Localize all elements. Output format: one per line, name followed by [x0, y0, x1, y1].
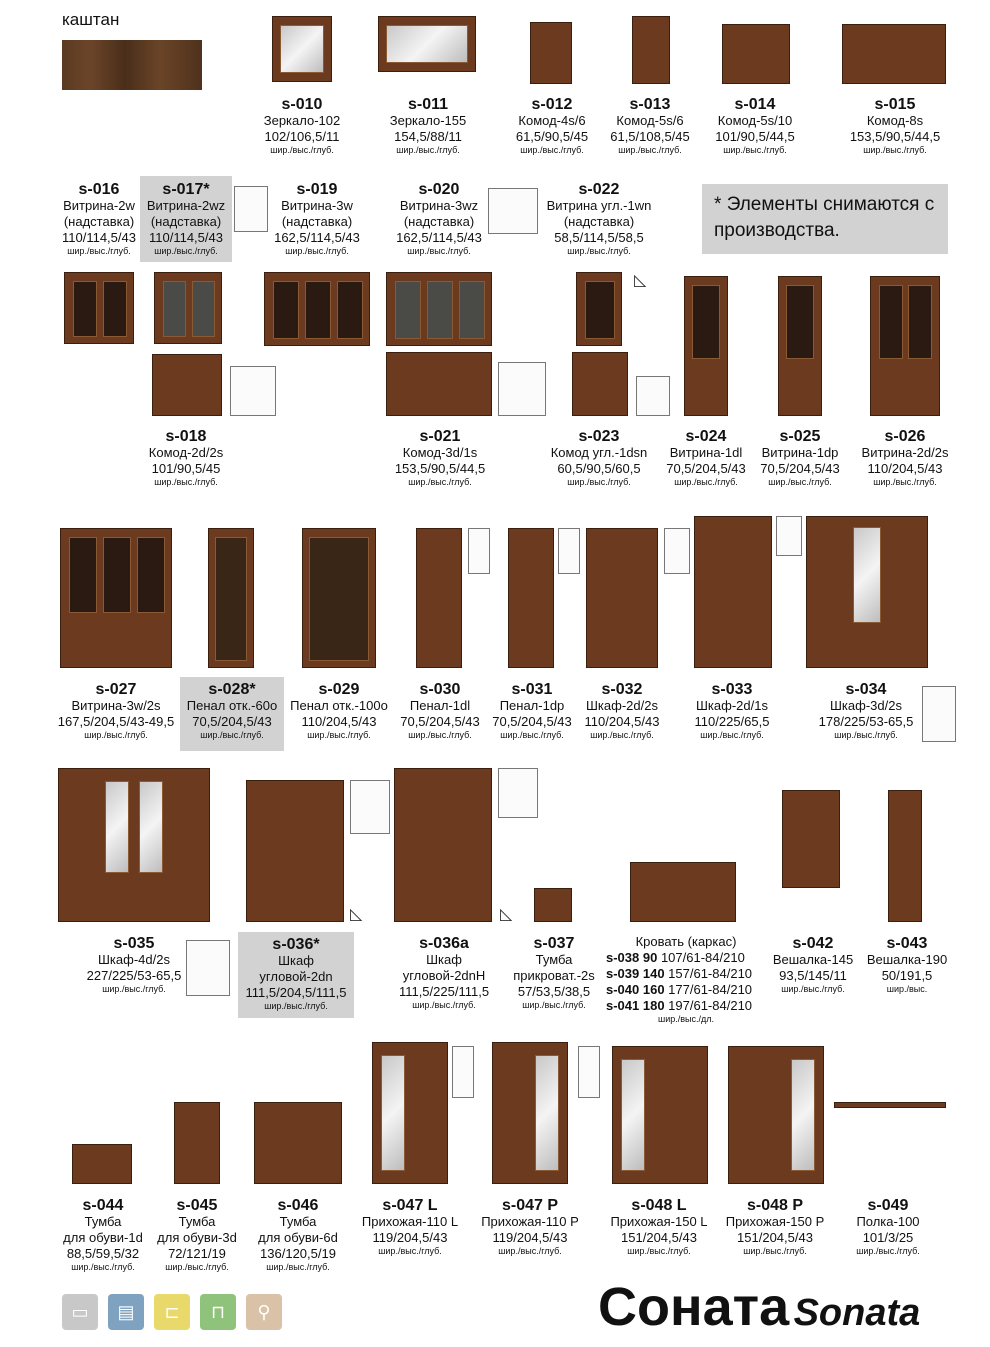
item-unit: шир./выс./глуб.	[154, 477, 218, 487]
bed-block	[606, 934, 766, 1025]
s023-image	[572, 352, 628, 416]
bed-code: s-041 180	[606, 998, 665, 1013]
item-s022	[540, 182, 658, 257]
s027-image	[60, 528, 172, 668]
item-name: Комод-8s	[866, 113, 924, 128]
item-s036a	[388, 936, 500, 1011]
s036-sketch	[350, 780, 390, 834]
item-dims: 153,5/90,5/44,5	[394, 461, 486, 476]
item-code: s-016	[78, 181, 120, 198]
item-dims: 162,5/114,5/43	[396, 230, 482, 245]
item-code: s-024	[685, 428, 727, 445]
item-unit: шир./выс./глуб.	[498, 1246, 562, 1256]
s022-image	[576, 272, 622, 346]
item-unit: шир./выс./глуб.	[500, 730, 564, 740]
item-code: s-029	[318, 681, 360, 698]
item-s047P	[474, 1198, 586, 1257]
item-s025	[754, 429, 846, 488]
item-s042	[764, 936, 862, 995]
item-unit: шир./выс./глуб.	[266, 1262, 330, 1272]
item-unit: шир./выс./глуб.	[781, 984, 845, 994]
item-name: Комод-3d/1s	[402, 445, 478, 460]
item-code: s-026	[884, 428, 926, 445]
item-code: s-042	[792, 935, 834, 952]
item-dims: 110/204,5/43	[867, 461, 943, 476]
item-code: s-018	[165, 428, 207, 445]
item-name: Пенал-1dl	[409, 698, 471, 713]
item-s024	[660, 429, 752, 488]
item-s036	[238, 932, 354, 1018]
item-s014	[700, 97, 810, 156]
s032-image	[586, 528, 658, 668]
item-dims: 119/204,5/43	[492, 1230, 568, 1245]
item-code: s-021	[419, 428, 461, 445]
item-name: Шкаф-4d/2s	[98, 952, 170, 967]
item-name: Витрина-2d/2s	[861, 445, 949, 460]
item-s011	[376, 97, 480, 156]
item-s028	[180, 677, 284, 751]
chest-8s-image	[842, 24, 946, 84]
item-s029	[286, 682, 392, 741]
s047P-sketch	[578, 1046, 600, 1098]
bed-row	[606, 966, 766, 982]
item-unit: шир./выс./глуб.	[856, 1246, 920, 1256]
item-s045	[150, 1198, 244, 1273]
item-code: s-027	[95, 681, 137, 698]
s045-image	[174, 1102, 220, 1184]
mirror-102-image	[272, 16, 332, 82]
item-code: s-035	[113, 935, 155, 952]
item-unit: шир./выс./глуб.	[627, 1246, 691, 1256]
bed-row	[606, 950, 766, 966]
item-s021	[384, 429, 496, 488]
item-code: s-045	[176, 1197, 218, 1214]
s032-sketch	[664, 528, 690, 574]
s034-image	[806, 516, 928, 668]
item-dims: 72/121/19	[168, 1246, 226, 1261]
s030-sketch	[468, 528, 490, 574]
item-s047L	[356, 1198, 464, 1257]
item-unit: шир./выс.	[886, 984, 928, 994]
s034-sketch	[922, 686, 956, 742]
item-code: s-015	[874, 96, 916, 113]
item-name: Витрина-1dp	[761, 445, 839, 460]
item-name: Полка-100	[856, 1214, 920, 1229]
item-name: Витрина-3wz	[399, 198, 479, 213]
item-dims: 153,5/90,5/44,5	[849, 129, 941, 144]
s026-image	[870, 276, 940, 416]
s031-image	[508, 528, 554, 668]
item-s020	[386, 182, 492, 257]
item-code: s-031	[511, 681, 553, 698]
item-code: s-010	[281, 96, 323, 113]
item-s015	[838, 97, 952, 156]
item-dims: 60,5/90,5/60,5	[557, 461, 641, 476]
item-name: Зеркало-155	[389, 113, 467, 128]
item-unit: шир./выс./глуб.	[71, 1262, 135, 1272]
item-dims: 101/3/25	[862, 1230, 914, 1245]
item-unit: шир./выс./глуб.	[165, 1262, 229, 1272]
bed-dims: 107/61-84/210	[657, 950, 745, 965]
s036-image	[246, 780, 344, 922]
item-sub: угловой-2dnH	[402, 968, 486, 983]
item-dims: 57/53,5/38,5	[517, 984, 591, 999]
item-code: s-025	[779, 428, 821, 445]
chest-5s10-image	[722, 24, 790, 84]
dining-icon: ⊓	[200, 1294, 236, 1330]
item-dims: 70,5/204,5/43	[760, 461, 840, 476]
s029-image	[302, 528, 376, 668]
item-s032	[578, 682, 666, 741]
s023-sketch	[636, 376, 670, 416]
item-sub: для обуви-3d	[157, 1230, 237, 1245]
bed-row	[606, 982, 766, 998]
bed-image	[630, 862, 736, 922]
s031-sketch	[558, 528, 580, 574]
bed-code: s-040 160	[606, 982, 665, 997]
brand	[598, 1276, 920, 1338]
item-unit: шир./выс./глуб.	[307, 730, 371, 740]
item-dims: 70,5/204,5/43	[492, 714, 572, 729]
item-code: s-028*	[208, 681, 256, 698]
s020-image	[386, 272, 492, 346]
item-dims: 101/90,5/44,5	[715, 129, 795, 144]
bed-code: s-039 140	[606, 966, 665, 981]
item-dims: 61,5/108,5/45	[610, 129, 690, 144]
item-unit: шир./выс./глуб.	[67, 246, 131, 256]
item-dims: 110/225/65,5	[694, 714, 770, 729]
item-code: s-033	[711, 681, 753, 698]
office-icon: ▭	[62, 1294, 98, 1330]
item-unit: шир./выс./глуб.	[412, 1000, 476, 1010]
item-s026	[848, 429, 962, 488]
item-dims: 151/204,5/43	[737, 1230, 813, 1245]
item-name: Шкаф-2d/1s	[696, 698, 768, 713]
item-unit: шир./выс./глуб.	[84, 730, 148, 740]
item-dims: 70,5/204,5/43	[192, 714, 272, 729]
item-dims: 93,5/145/11	[779, 968, 847, 983]
item-name: Прихожая-110 L	[361, 1214, 459, 1229]
item-unit: шир./выс./глуб.	[674, 477, 738, 487]
item-s049	[840, 1198, 936, 1257]
item-unit: шир./выс./глуб.	[834, 730, 898, 740]
living-room-icon: ▤	[108, 1294, 144, 1330]
item-s019	[264, 182, 370, 257]
item-s017	[140, 176, 232, 262]
item-s033	[684, 682, 780, 741]
s044-image	[72, 1144, 132, 1184]
s043-image	[888, 790, 922, 922]
corner-icon: ◺	[500, 906, 513, 923]
corner-icon: ◺	[350, 906, 363, 923]
chest-5s6-image	[632, 16, 670, 84]
item-s035	[78, 936, 190, 995]
item-name: Прихожая-110 P	[481, 1214, 579, 1229]
item-code: s-049	[867, 1197, 909, 1214]
item-s023	[544, 429, 654, 488]
s046-image	[254, 1102, 342, 1184]
item-unit: шир./выс./глуб.	[723, 145, 787, 155]
item-name: Шкаф	[426, 952, 462, 967]
item-s046	[250, 1198, 346, 1273]
s033-image	[694, 516, 772, 668]
item-code: s-012	[531, 96, 573, 113]
item-unit: шир./выс./глуб.	[408, 730, 472, 740]
item-code: s-048 P	[746, 1197, 804, 1214]
item-dims: 70,5/204,5/43	[400, 714, 480, 729]
s020-sketch	[488, 188, 538, 234]
color-swatch	[62, 40, 202, 90]
item-name: Комод-5s/10	[717, 113, 793, 128]
bed-title: Кровать (каркас)	[635, 934, 737, 949]
item-code: s-047 L	[382, 1197, 438, 1214]
item-unit: шир./выс./глуб.	[618, 145, 682, 155]
item-dims: 88,5/59,5/32	[66, 1246, 140, 1261]
item-code: s-014	[734, 96, 776, 113]
item-s018	[130, 429, 242, 488]
item-code: s-020	[418, 181, 460, 198]
item-code: s-030	[419, 681, 461, 698]
s019-image	[264, 272, 370, 346]
item-sub: для обуви-1d	[63, 1230, 143, 1245]
s047P-image	[492, 1042, 568, 1184]
item-sub: угловой-2dn	[259, 969, 333, 984]
item-unit: шир./выс./глуб.	[743, 1246, 807, 1256]
item-unit: шир./выс./глуб.	[285, 246, 349, 256]
item-name: Шкаф	[278, 953, 314, 968]
item-dims: 227/225/53-65,5	[86, 968, 182, 983]
item-code: s-043	[886, 935, 928, 952]
s036a-image	[394, 768, 492, 922]
item-code: s-017*	[162, 181, 210, 198]
bed-unit: шир./выс./дл.	[657, 1014, 714, 1024]
item-s013	[598, 97, 702, 156]
item-name: Витрина-2wz	[146, 198, 226, 213]
item-unit: шир./выс./глуб.	[567, 477, 631, 487]
s016-image	[64, 272, 134, 344]
item-sub: прикроват.-2s	[513, 968, 595, 983]
bed-row	[606, 998, 766, 1014]
item-code: s-023	[578, 428, 620, 445]
item-dims: 151/204,5/43	[621, 1230, 697, 1245]
item-dims: 162,5/114,5/43	[274, 230, 360, 245]
item-dims: 50/191,5	[881, 968, 933, 983]
item-dims: 167,5/204,5/43-49,5	[57, 714, 175, 729]
item-unit: шир./выс./глуб.	[520, 145, 584, 155]
s047L-sketch	[452, 1046, 474, 1098]
corner-icon: ◺	[634, 272, 647, 289]
item-s030	[394, 682, 486, 741]
item-dims: 70,5/204,5/43	[666, 461, 746, 476]
item-unit: шир./выс./глуб.	[863, 145, 927, 155]
item-name: Прихожая-150 P	[725, 1214, 825, 1229]
item-code: s-047 P	[501, 1197, 559, 1214]
item-unit: шир./выс./глуб.	[407, 246, 471, 256]
item-name: Вешалка-145	[772, 952, 854, 967]
item-name: Витрина-2w	[63, 198, 135, 213]
s021-image	[386, 352, 492, 416]
item-sub: для обуви-6d	[258, 1230, 338, 1245]
item-s010	[250, 97, 354, 156]
item-code: s-046	[277, 1197, 319, 1214]
s017-image	[154, 272, 222, 344]
item-unit: шир./выс./глуб.	[200, 730, 264, 740]
item-dims: 154,5/88/11	[394, 129, 462, 144]
item-sub: (надставка)	[563, 214, 635, 229]
item-code: s-022	[578, 181, 620, 198]
room-icons	[62, 1294, 282, 1330]
item-code: s-032	[601, 681, 643, 698]
hallway-icon: ⚲	[246, 1294, 282, 1330]
item-name: Зеркало-102	[263, 113, 341, 128]
item-name: Комод-5s/6	[616, 113, 684, 128]
item-dims: 102/106,5/11	[264, 129, 340, 144]
item-unit: шир./выс./глуб.	[590, 730, 654, 740]
item-unit: шир./выс./глуб.	[154, 246, 218, 256]
item-sub: (надставка)	[403, 214, 475, 229]
s035-image	[58, 768, 210, 922]
item-code: s-044	[82, 1197, 124, 1214]
item-name: Витрина-3w	[281, 198, 353, 213]
item-unit: шир./выс./глуб.	[522, 1000, 586, 1010]
item-unit: шир./выс./глуб.	[567, 246, 631, 256]
s049-image	[834, 1102, 946, 1108]
item-name: Тумба	[84, 1214, 122, 1229]
item-s044	[56, 1198, 150, 1273]
s042-image	[782, 790, 840, 888]
item-dims: 111,5/225/111,5	[398, 984, 490, 999]
item-unit: шир./выс./глуб.	[102, 984, 166, 994]
item-name: Пенал отк.-60o	[186, 698, 278, 713]
item-dims: 111,5/204,5/111,5	[245, 985, 347, 1000]
s024-image	[684, 276, 728, 416]
notice-star: *	[714, 194, 722, 215]
item-code: s-036a	[419, 935, 469, 952]
brand-ru: Соната	[598, 1277, 790, 1337]
s021-sketch	[498, 362, 546, 416]
item-unit: шир./выс./глуб.	[378, 1246, 442, 1256]
s033-sketch	[776, 516, 802, 556]
item-s027	[50, 682, 182, 741]
notice-text: Элементы снимаются с производства.	[714, 194, 935, 241]
item-s012	[500, 97, 604, 156]
item-s043	[858, 936, 956, 995]
item-s048L	[602, 1198, 716, 1257]
item-name: Прихожая-150 L	[610, 1214, 708, 1229]
item-dims: 119/204,5/43	[372, 1230, 448, 1245]
discontinued-notice	[702, 184, 948, 254]
item-code: s-037	[533, 935, 575, 952]
bed-dims: 197/61-84/210	[664, 998, 753, 1013]
item-name: Тумба	[178, 1214, 216, 1229]
item-s016	[52, 182, 146, 257]
chest-4s6-image	[530, 22, 572, 84]
s036a-sketch	[498, 768, 538, 818]
item-code: s-048 L	[631, 1197, 687, 1214]
s018-image	[152, 354, 222, 416]
item-name: Шкаф-3d/2s	[830, 698, 902, 713]
item-name: Комод угл.-1dsn	[550, 445, 648, 460]
s018-sketch	[230, 366, 276, 416]
item-name: Витрина-1dl	[669, 445, 743, 460]
s035-sketch	[186, 940, 230, 996]
item-sub: (надставка)	[281, 214, 353, 229]
item-name: Пенал-1dp	[499, 698, 565, 713]
brand-en: Sonata	[793, 1292, 921, 1334]
item-unit: шир./выс./глуб.	[768, 477, 832, 487]
bed-dims: 177/61-84/210	[664, 982, 753, 997]
s047L-image	[372, 1042, 448, 1184]
item-dims: 58,5/114,5/58,5	[554, 230, 644, 245]
item-dims: 136/120,5/19	[260, 1246, 336, 1261]
item-code: s-019	[296, 181, 338, 198]
item-name: Комод-2d/2s	[148, 445, 224, 460]
item-dims: 61,5/90,5/45	[515, 129, 589, 144]
item-dims: 110/204,5/43	[301, 714, 377, 729]
swatch-label: каштан	[62, 10, 120, 29]
item-dims: 101/90,5/45	[151, 461, 221, 476]
item-name: Пенал отк.-100o	[290, 698, 388, 713]
item-sub: (надставка)	[150, 214, 222, 229]
item-name: Тумба	[535, 952, 573, 967]
bed-dims: 157/61-84/210	[664, 966, 753, 981]
item-code: s-034	[845, 681, 887, 698]
item-code: s-013	[629, 96, 671, 113]
item-s037	[504, 936, 604, 1011]
s017-sketch	[234, 186, 268, 232]
item-s031	[486, 682, 578, 741]
item-unit: шир./выс./глуб.	[264, 1001, 328, 1011]
item-s048P	[718, 1198, 832, 1257]
item-code: s-011	[407, 96, 449, 113]
s037-image	[534, 888, 572, 922]
item-sub: (надставка)	[63, 214, 135, 229]
item-name: Вешалка-190	[866, 952, 948, 967]
bed-code: s-038 90	[606, 950, 658, 965]
s048L-image	[612, 1046, 708, 1184]
s030-image	[416, 528, 462, 668]
item-code: s-036*	[272, 936, 320, 953]
item-unit: шир./выс./глуб.	[396, 145, 460, 155]
mirror-155-image	[378, 16, 476, 72]
s048P-image	[728, 1046, 824, 1184]
item-name: Витрина угл.-1wn	[546, 198, 652, 213]
item-dims: 110/114,5/43	[62, 230, 136, 245]
item-name: Шкаф-2d/2s	[586, 698, 658, 713]
item-unit: шир./выс./глуб.	[873, 477, 937, 487]
item-name: Тумба	[279, 1214, 317, 1229]
item-dims: 110/204,5/43	[584, 714, 660, 729]
item-unit: шир./выс./глуб.	[270, 145, 334, 155]
item-name: Комод-4s/6	[518, 113, 586, 128]
s028-image	[208, 528, 254, 668]
bedroom-icon: ⊏	[154, 1294, 190, 1330]
item-dims: 178/225/53-65,5	[818, 714, 914, 729]
item-unit: шир./выс./глуб.	[408, 477, 472, 487]
item-s034	[806, 682, 926, 741]
item-unit: шир./выс./глуб.	[700, 730, 764, 740]
item-name: Витрина-3w/2s	[71, 698, 161, 713]
item-dims: 110/114,5/43	[149, 230, 223, 245]
s025-image	[778, 276, 822, 416]
